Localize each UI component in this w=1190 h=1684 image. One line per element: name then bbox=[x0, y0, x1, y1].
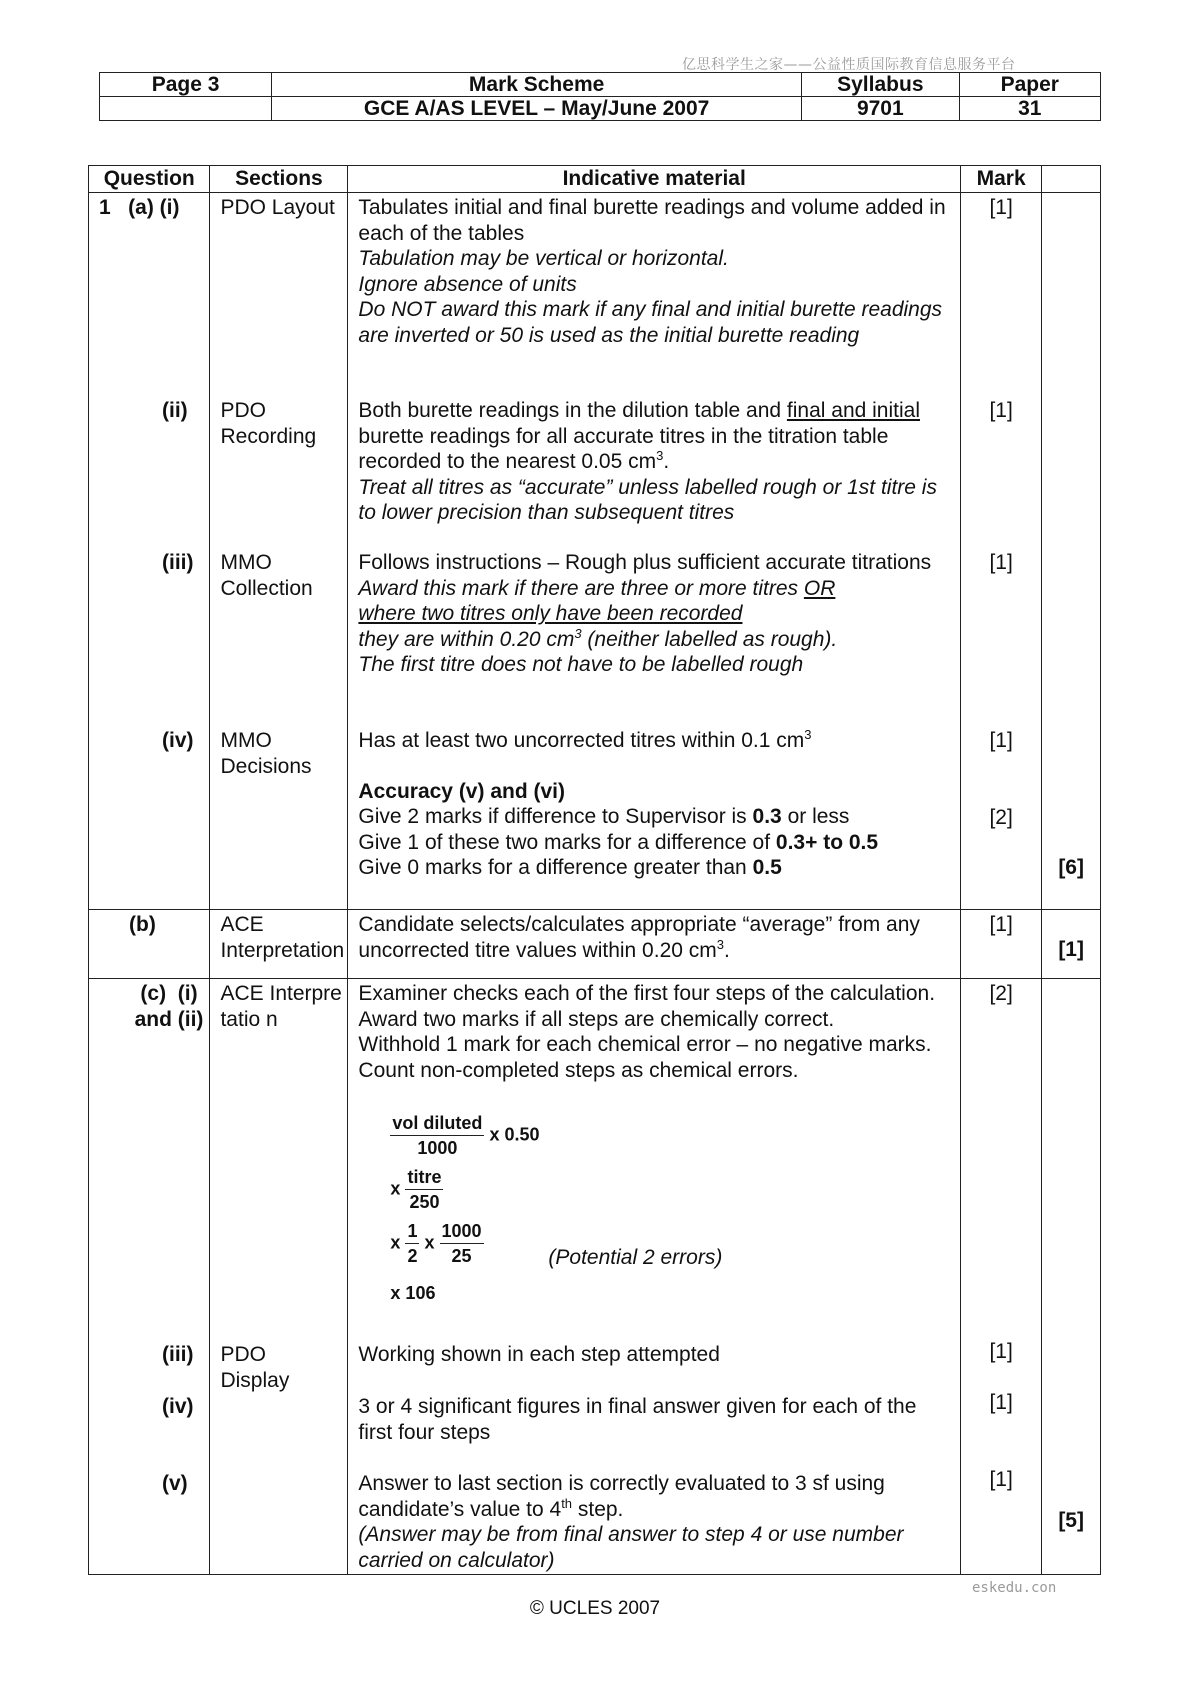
text: Do NOT award this mark if any final and initial burette readings are inverted or 50 is used as the initial burette reading bbox=[358, 298, 943, 347]
q-a-iv: (iv) bbox=[162, 729, 194, 752]
question-cell-a bbox=[89, 193, 210, 910]
calc-step-4: x 106 bbox=[390, 1283, 436, 1303]
text: The first titre does not have to be labelled rough bbox=[358, 653, 804, 676]
mark-a-accuracy: [2] bbox=[989, 806, 1013, 829]
mark-c-i: [2] bbox=[989, 982, 1013, 1005]
mark-b: [1] bbox=[989, 913, 1013, 936]
calc-step-1 bbox=[390, 1111, 960, 1160]
material-c-iii: Working shown in each step attempted bbox=[358, 1343, 720, 1366]
text: where two titres only have been recorded bbox=[358, 602, 743, 625]
text: Follows instructions – Rough plus sufficient accurate titrations bbox=[358, 551, 932, 574]
text: Answer to last section is correctly evaluated to 3 sf using candidate’s value to 4th step. bbox=[358, 1472, 885, 1521]
accuracy-title: Accuracy (v) and (vi) bbox=[358, 779, 565, 803]
mark-cell-c bbox=[960, 979, 1041, 1575]
header-syllabus-label: Syllabus bbox=[802, 73, 960, 97]
col-mark: Mark bbox=[960, 166, 1041, 193]
q-b: (b) bbox=[129, 913, 156, 936]
q-c-v: (v) bbox=[162, 1472, 188, 1495]
section-cell-c bbox=[210, 979, 348, 1575]
q-a-i: 1 (a) (i) bbox=[99, 196, 180, 219]
total-c: [5] bbox=[1058, 1509, 1084, 1532]
mark-scheme-table bbox=[88, 165, 1101, 1575]
material-cell-b bbox=[348, 910, 961, 979]
question-cell-b bbox=[89, 910, 210, 979]
text: x 0.50 bbox=[489, 1124, 540, 1145]
total-cell-c bbox=[1042, 979, 1101, 1575]
total-a: [6] bbox=[1058, 856, 1084, 879]
material-a-iii bbox=[358, 550, 948, 678]
text: Give 1 of these two marks for a difference of 0.3+ to 0.5 bbox=[358, 830, 879, 854]
text: they are within 0.20 $cm^3$ (neither labelled as rough). bbox=[358, 625, 838, 651]
text: Withhold 1 mark for each chemical error – no negative marks. Count non-completed steps as chemical errors. bbox=[358, 1033, 932, 1082]
text: Tabulates initial and final burette readings and volume added in each of the tables bbox=[358, 196, 946, 245]
fraction-half: $\frac{1}{2}$ bbox=[407, 1221, 418, 1266]
mark-c-v: [1] bbox=[989, 1468, 1013, 1491]
header-empty bbox=[100, 97, 272, 121]
question-cell-c bbox=[89, 979, 210, 1575]
header-mark-scheme: Mark Scheme bbox=[272, 73, 802, 97]
q-c-i-ii: (c) (i) and (ii) bbox=[134, 982, 204, 1031]
material-cell-c bbox=[348, 979, 961, 1575]
q-a-ii: (ii) bbox=[162, 399, 188, 422]
mark-a-i: [1] bbox=[989, 196, 1013, 219]
material-a-iv bbox=[358, 728, 948, 881]
total-cell-b bbox=[1042, 910, 1101, 979]
s-c-iii: PDO Display bbox=[220, 1343, 290, 1392]
q-a-iii: (iii) bbox=[162, 551, 194, 574]
s-c-i: ACE Interpretatio n bbox=[220, 982, 342, 1031]
table-row-a bbox=[89, 193, 1101, 910]
material-a-ii bbox=[358, 398, 948, 526]
mark-a-iii: [1] bbox=[989, 551, 1013, 574]
header-table bbox=[99, 72, 1101, 121]
calc-step-2: x $\frac{\text{titre}}{250}$ bbox=[390, 1167, 442, 1212]
text: Ignore absence of units bbox=[358, 272, 577, 296]
potential-errors-note: (Potential 2 errors) bbox=[548, 1246, 723, 1269]
material-c-i bbox=[358, 981, 948, 1083]
col-total bbox=[1042, 166, 1101, 193]
header-syllabus: 9701 bbox=[802, 97, 960, 121]
header-exam: GCE A/AS LEVEL – May/June 2007 bbox=[272, 97, 802, 121]
mark-cell-a bbox=[960, 193, 1041, 910]
mark-c-iv: [1] bbox=[989, 1391, 1013, 1414]
col-material: Indicative material bbox=[348, 166, 961, 193]
header-paper-label: Paper bbox=[959, 73, 1100, 97]
total-cell-a bbox=[1042, 193, 1101, 910]
watermark-top: 亿思科学生之家——公益性质国际教育信息服务平台 bbox=[682, 57, 1016, 73]
material-cell-a bbox=[348, 193, 961, 910]
text: Has at least two uncorrected titres within 0.1 $cm^3$ bbox=[358, 727, 812, 752]
column-header-row bbox=[89, 166, 1101, 193]
text: Both burette readings in the dilution table and final and initial burette readings for all accurate titres in the titration table recorded to the nearest 0.05 $cm^3$. bbox=[358, 399, 920, 473]
material-b: Candidate selects/calculates appropriate “average” from any uncorrected titre values within 0.20 $cm^3$. bbox=[358, 913, 920, 962]
mark-a-ii: [1] bbox=[989, 399, 1013, 422]
watermark-bottom: eskedu.con bbox=[972, 1580, 1057, 1596]
text: Treat all titres as “accurate” unless labelled rough or 1st titre is to lower precision than subsequent titres bbox=[358, 475, 937, 524]
text: Give 2 marks if difference to Supervisor is 0.3 or less bbox=[358, 805, 850, 828]
mark-c-iii: [1] bbox=[989, 1340, 1013, 1363]
section-cell-a bbox=[210, 193, 348, 910]
col-question: Question bbox=[89, 166, 210, 193]
mark-cell-b bbox=[960, 910, 1041, 979]
fraction-vol-diluted: $\frac{\text{vol diluted}}{1000}$ bbox=[392, 1113, 483, 1158]
mark-a-iv: [1] bbox=[989, 729, 1013, 752]
table-row-c bbox=[89, 979, 1101, 1575]
text: (Answer may be from final answer to step 4 or use number carried on calculator) bbox=[358, 1523, 904, 1572]
text: Give 0 marks for a difference greater than 0.5 bbox=[358, 856, 782, 879]
s-a-i: PDO Layout bbox=[220, 196, 335, 219]
s-a-ii: PDO Recording bbox=[220, 399, 317, 448]
s-a-iv: MMO Decisions bbox=[220, 729, 312, 778]
fraction-titre: $\frac{\text{titre}}{250}$ bbox=[407, 1167, 442, 1212]
calc-step-3: x $\frac{1}{2}$ x $\frac{1000}{25}$ bbox=[390, 1221, 482, 1266]
q-c-iii: (iii) bbox=[162, 1343, 194, 1366]
table-row-b bbox=[89, 910, 1101, 979]
material-c-iv: 3 or 4 significant figures in final answer given for each of the first four steps bbox=[358, 1395, 917, 1444]
text: Award this mark if there are three or more titres OR bbox=[358, 576, 836, 600]
text: Award two marks if all steps are chemically correct. bbox=[358, 1007, 835, 1031]
col-sections: Sections bbox=[210, 166, 348, 193]
total-b: [1] bbox=[1058, 938, 1084, 961]
s-b: ACE Interpretation bbox=[220, 913, 345, 962]
text: Examiner checks each of the first four steps of the calculation. bbox=[358, 982, 936, 1005]
q-c-iv: (iv) bbox=[162, 1395, 194, 1418]
header-paper: 31 bbox=[959, 97, 1100, 121]
material-a-i bbox=[358, 195, 948, 348]
section-cell-b bbox=[210, 910, 348, 979]
s-a-iii: MMO Collection bbox=[220, 551, 313, 600]
fraction-1000-25: $\frac{1000}{25}$ bbox=[441, 1221, 482, 1266]
header-page: Page 3 bbox=[100, 73, 272, 97]
material-c-v bbox=[358, 1471, 948, 1573]
footer-copyright: © UCLES 2007 bbox=[529, 1598, 661, 1619]
text: Tabulation may be vertical or horizontal. bbox=[358, 247, 729, 270]
